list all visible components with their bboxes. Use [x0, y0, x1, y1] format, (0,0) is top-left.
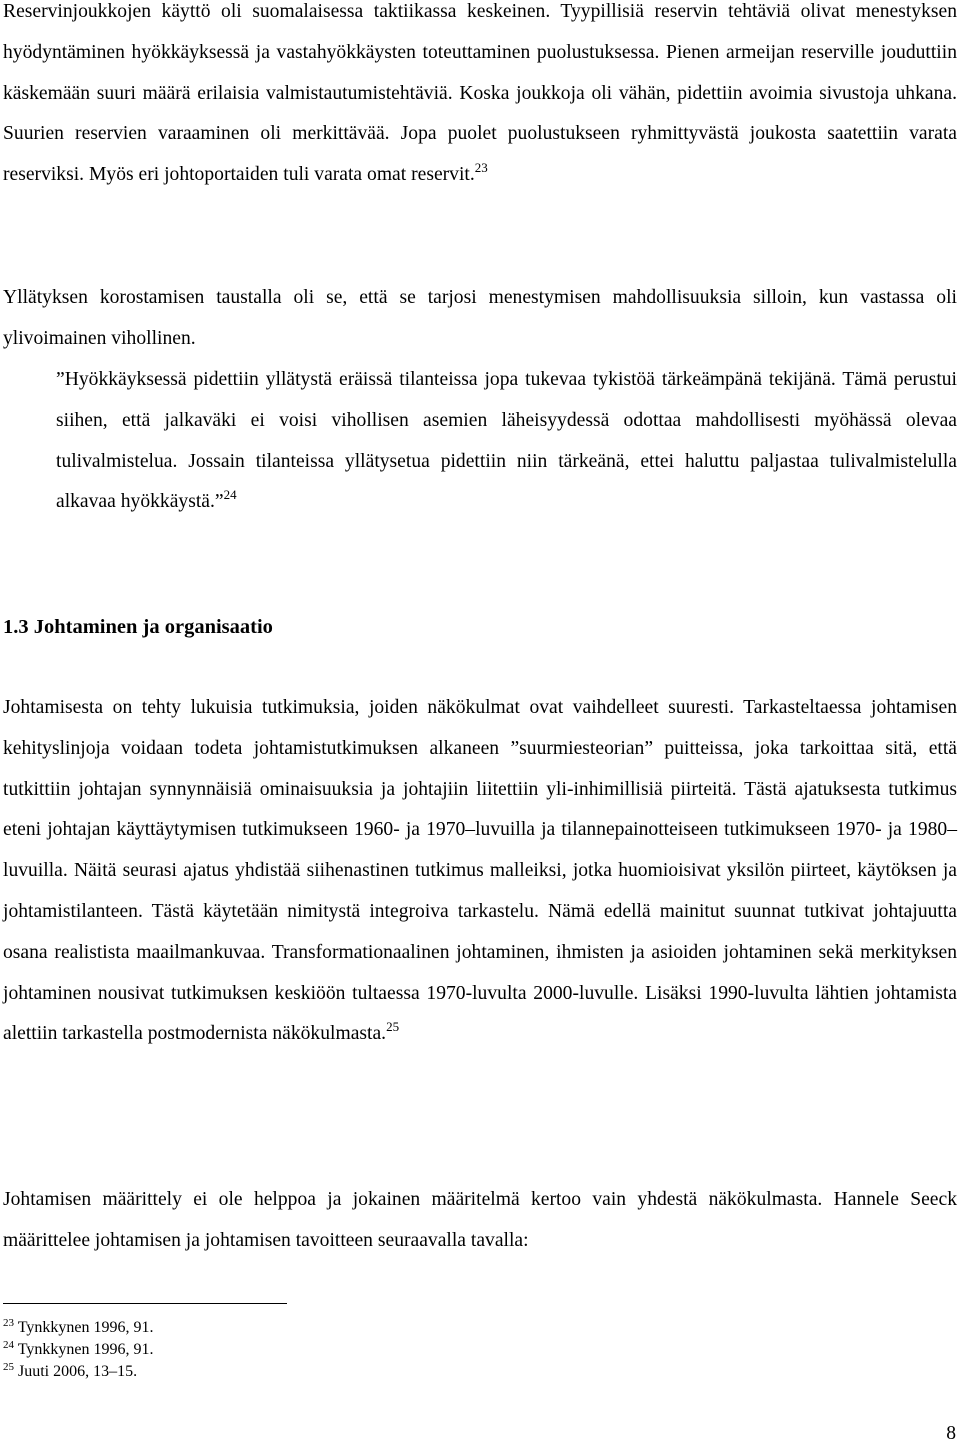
block-quote-text: ”Hyökkäyksessä pidettiin yllätystä eräissä tilanteissa jopa tukevaa tykistöä tärkeämpänä tekijänä. Tämä perustui siihen, että jalkaväki ei voisi vihollisen asemien läheisyydessä odottaa mahdollisesti myöhässä olevaa tulivalmistelua. Jossain tilanteissa yllätysetua pidettiin niin tärkeänä, ettei haluttu paljastaa tulivalmistelulla alkavaa hyökkäystä.” [56, 369, 957, 513]
block-quote [56, 360, 957, 523]
footnote-25 [3, 1362, 137, 1382]
paragraph-surprise [3, 278, 957, 360]
paragraph-leadership-research [3, 688, 957, 1055]
footnote-23 [3, 1318, 153, 1338]
footnote-number: 24 [3, 1339, 14, 1351]
page-number: 8 [946, 1423, 956, 1444]
footnote-separator [3, 1303, 287, 1304]
footnote-ref-24: 24 [223, 487, 237, 503]
footnote-ref-25: 25 [386, 1019, 400, 1035]
section-heading: 1.3 Johtaminen ja organisaatio [3, 616, 273, 638]
footnote-ref-23: 23 [474, 160, 488, 176]
paragraph-reserves [3, 0, 957, 196]
paragraph-surprise-text: Yllätyksen korostamisen taustalla oli se, että se tarjosi menestymisen mahdollisuuksia silloin, kun vastassa oli ylivoimainen vihollinen. [3, 287, 957, 349]
footnote-text: Juuti 2006, 13–15. [14, 1363, 138, 1380]
footnote-text: Tynkkynen 1996, 91. [14, 1319, 154, 1336]
footnote-number: 25 [3, 1361, 14, 1373]
footnote-number: 23 [3, 1317, 14, 1329]
paragraph-definition-text: Johtamisen määrittely ei ole helppoa ja jokainen määritelmä kertoo vain yhdestä näkökulmasta. Hannele Seeck määrittelee johtamisen ja johtamisen tavoitteen seuraavalla tavalla: [3, 1189, 957, 1251]
paragraph-definition [3, 1180, 957, 1262]
footnote-24 [3, 1340, 153, 1360]
footnote-text: Tynkkynen 1996, 91. [14, 1341, 154, 1358]
paragraph-reserves-text: Reservinjoukkojen käyttö oli suomalaisessa taktiikassa keskeinen. Tyypillisiä reservin tehtäviä olivat menestyksen hyödyntäminen hyökkäyksessä ja vastahyökkäysten toteuttaminen puolustuksessa. Pienen armeijan reserville jouduttiin käskemään suuri määrä erilaisia valmistautumistehtäviä. Koska joukkoja oli vähän, pidettiin avoimia sivustoja uhkana. Suurien reservien varaaminen oli merkittävää. Jopa puolet puolustukseen ryhmittyvästä joukosta saatettiin varata reserviksi. Myös eri johtoportaiden tuli varata omat reservit. [3, 1, 957, 186]
paragraph-leadership-research-text: Johtamisesta on tehty lukuisia tutkimuksia, joiden näkökulmat ovat vaihdelleet suuresti. Tarkasteltaessa johtamisen kehityslinjoja voidaan todeta johtamistutkimuksen alkaneen ”suurmiesteorian” puitteissa, joka tarkoittaa sitä, että tutkittiin johtajan synnynnäisiä ominaisuuksia ja johtajiin liitettiin yli-inhimillisiä piirteitä. Tästä ajatuksesta tutkimus eteni johtajan käyttäytymisen tutkimukseen 1960- ja 1970–luvuilla ja tilannepainotteiseen tutkimukseen 1970- ja 1980–luvuilla. Näitä seurasi ajatus yhdistää siihenastinen tutkimus malleiksi, jotka huomioisivat yksilön piirteet, käytöksen ja johtamistilanteen. Tästä käytetään nimitystä integroiva tarkastelu. Nämä edellä mainitut suunnat tutkivat johtajuutta osana realistista maailmankuvaa. Transformationaalinen johtaminen, ihmisten ja asioiden johtaminen sekä merkityksen johtaminen nousivat tutkimuksen keskiöön tultaessa 1970-luvulta 2000-luvulle. Lisäksi 1990-luvulta lähtien johtamista alettiin tarkastella postmodernista näkökulmasta. [3, 697, 957, 1045]
